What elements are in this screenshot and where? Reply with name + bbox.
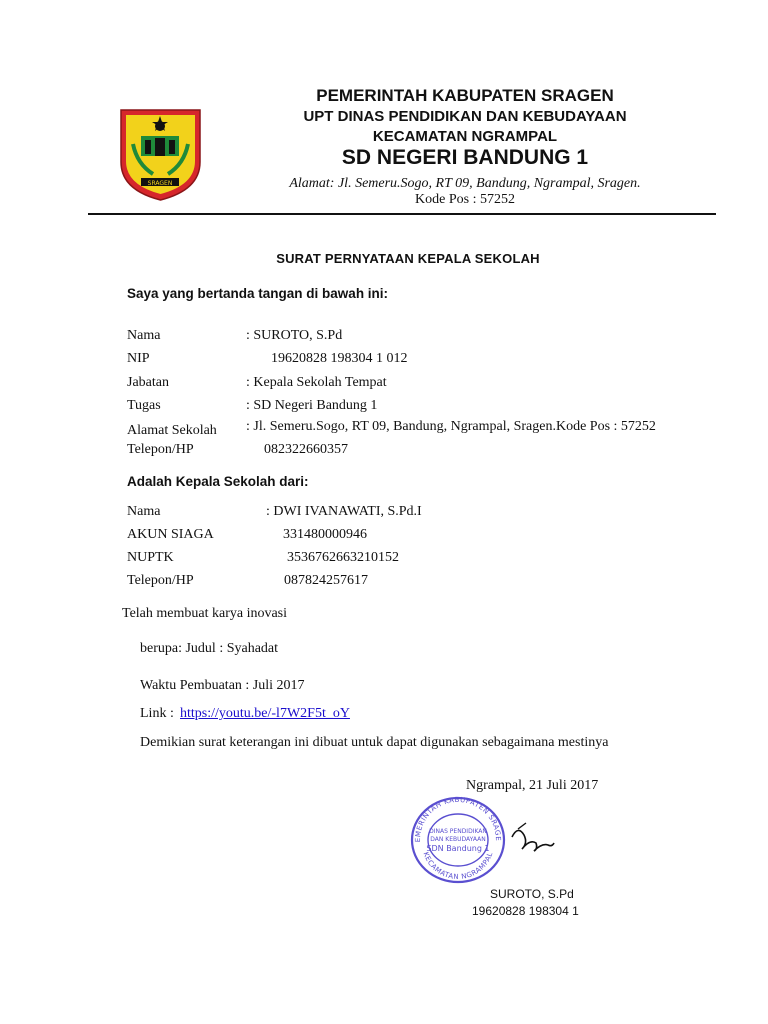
closing-statement: Demikian surat keterangan ini dibuat untuk dapat digunakan sebagaimana mestinya [140, 735, 609, 750]
field-label: AKUN SIAGA [127, 527, 214, 542]
handwritten-signature [508, 815, 558, 865]
field-label: NUPTK [127, 550, 174, 565]
header-divider [88, 213, 716, 215]
stamp-center-3: SDN Bandung 1 [426, 844, 490, 853]
stamp-top-text: EMERINTAH KABUPATEN SRAGE [413, 795, 503, 843]
field-value: : SD Negeri Bandung 1 [246, 398, 378, 413]
field-value: : Jl. Semeru.Sogo, RT 09, Bandung, Ngrampal, Sragen.Kode Pos : 57252 [246, 419, 656, 434]
field-label: Jabatan [127, 375, 169, 390]
innovation-title: berupa: Judul : Syahadat [140, 641, 279, 656]
postal-code: Kode Pos : 57252 [415, 192, 515, 207]
field-label: Nama [127, 504, 161, 519]
stamp-bottom-text: KECAMATAN NGRAMPAL [421, 850, 495, 882]
document-title: SURAT PERNYATAAN KEPALA SEKOLAH [276, 251, 540, 266]
field-label: NIP [127, 351, 150, 366]
field-value: 3536762663210152 [287, 550, 399, 565]
school-stamp [408, 795, 508, 885]
district-name: KECAMATAN NGRAMPAL [372, 128, 558, 145]
school-name: SD NEGERI BANDUNG 1 [341, 146, 589, 169]
field-value: 082322660357 [264, 442, 348, 457]
link-label: Link : [140, 706, 174, 721]
field-value: : SUROTO, S.Pd [246, 328, 343, 343]
stamp-center-1: DINAS PENDIDIKAN [429, 828, 487, 835]
signer-name: SUROTO, S.Pd [490, 887, 574, 901]
section-heading: Adalah Kepala Sekolah dari: [127, 474, 309, 489]
intro-statement: Saya yang bertanda tangan di bawah ini: [127, 286, 389, 301]
field-value: 087824257617 [284, 573, 368, 588]
government-name: PEMERINTAH KABUPATEN SRAGEN [316, 86, 614, 105]
field-label: Tugas [127, 398, 161, 413]
signer-nip: 19620828 198304 1 [472, 904, 579, 915]
logo-text: SRAGEN [147, 180, 173, 187]
field-value: 19620828 198304 1 012 [271, 351, 408, 366]
field-value: 331480000946 [283, 527, 367, 542]
field-label: Nama [127, 328, 161, 343]
school-address: Alamat: Jl. Semeru.Sogo, RT 09, Bandung, Ngrampal, Sragen. [289, 176, 641, 191]
place-date: Ngrampal, 21 Juli 2017 [466, 778, 599, 793]
field-label: Telepon/HP [127, 442, 194, 457]
field-label: Alamat Sekolah [127, 423, 217, 438]
field-label: Telepon/HP [127, 573, 194, 588]
creation-time: Waktu Pembuatan : Juli 2017 [140, 678, 305, 693]
department-name: UPT DINAS PENDIDIKAN DAN KEBUDAYAAN [303, 108, 627, 125]
video-link[interactable]: https://youtu.be/-l7W2F5t_oY [180, 706, 350, 721]
field-value: : DWI IVANAWATI, S.Pd.I [266, 504, 422, 519]
field-value: : Kepala Sekolah Tempat [246, 375, 387, 390]
body-text: Telah membuat karya inovasi [122, 606, 288, 621]
stamp-center-2: DAN KEBUDAYAAN [430, 836, 486, 843]
